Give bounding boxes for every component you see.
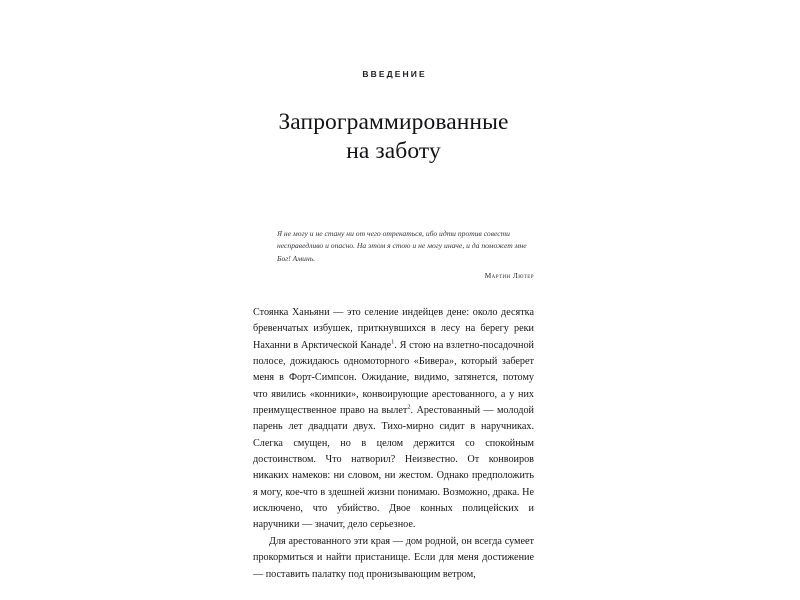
body-text — [253, 305, 534, 583]
footnote-marker[interactable]: 1 — [391, 338, 395, 346]
body-text-run: . Арестованный — молодой парень лет двадцати двух. Тихо-мирно сидит в наручниках. Слегка смущен, но в целом держится со спокойным достоинством. Что натворил? Неизвестно. От конвоиров никаких намеков: ни словом, ни жестом. Однако предположить я могу, кое-что в здешней жизни понимаю. Возможно, драка. Не исключено, что убийство. Двое конных полицейских и наручники — значит, дело серьезное. — [253, 405, 534, 531]
chapter-title-line-1: Запрограммированные — [278, 108, 509, 135]
chapter-title-line-2: на заботу — [346, 137, 441, 164]
chapter-eyebrow-label: ВВЕДЕНИЕ — [362, 69, 427, 79]
footnote-marker[interactable]: 2 — [407, 403, 411, 411]
body-text-run: Для арестованного эти края — дом родной, он всегда сумеет прокормиться и найти пристанище. Если для меня достижение — поставить палатку под пронизывающим ветром, — [253, 535, 534, 580]
epigraph-block — [277, 228, 534, 280]
body-paragraph — [253, 305, 534, 534]
body-paragraph — [253, 534, 534, 583]
page-content-column — [253, 0, 534, 580]
epigraph-text: Я не могу и не стану ни от чего отрекаться, ибо идти против совести несправедливо и опасно. На этом я стою и не могу иначе, и да поможет мне Бог! Аминь. — [277, 229, 527, 263]
body-text-run: . Я стою на взлетно-посадочной полосе, дожидаюсь одномоторного «Бивера», который заберет меня в Форт-Симпсон. Ожидание, видимо, затянется, потому что явились «конники», конвоирующие арестованного, а у них преимущественное право на вылет — [253, 339, 534, 417]
page-title — [253, 79, 534, 167]
body-text-run: Стоянка Ханьяни — это селение индейцев дене: около десятка бревенчатых избушек, приткнувшихся в лесу на берегу реки Наханни в Арктической Канаде — [253, 307, 534, 351]
epigraph-attribution: Мартин Лютер — [484, 270, 534, 280]
